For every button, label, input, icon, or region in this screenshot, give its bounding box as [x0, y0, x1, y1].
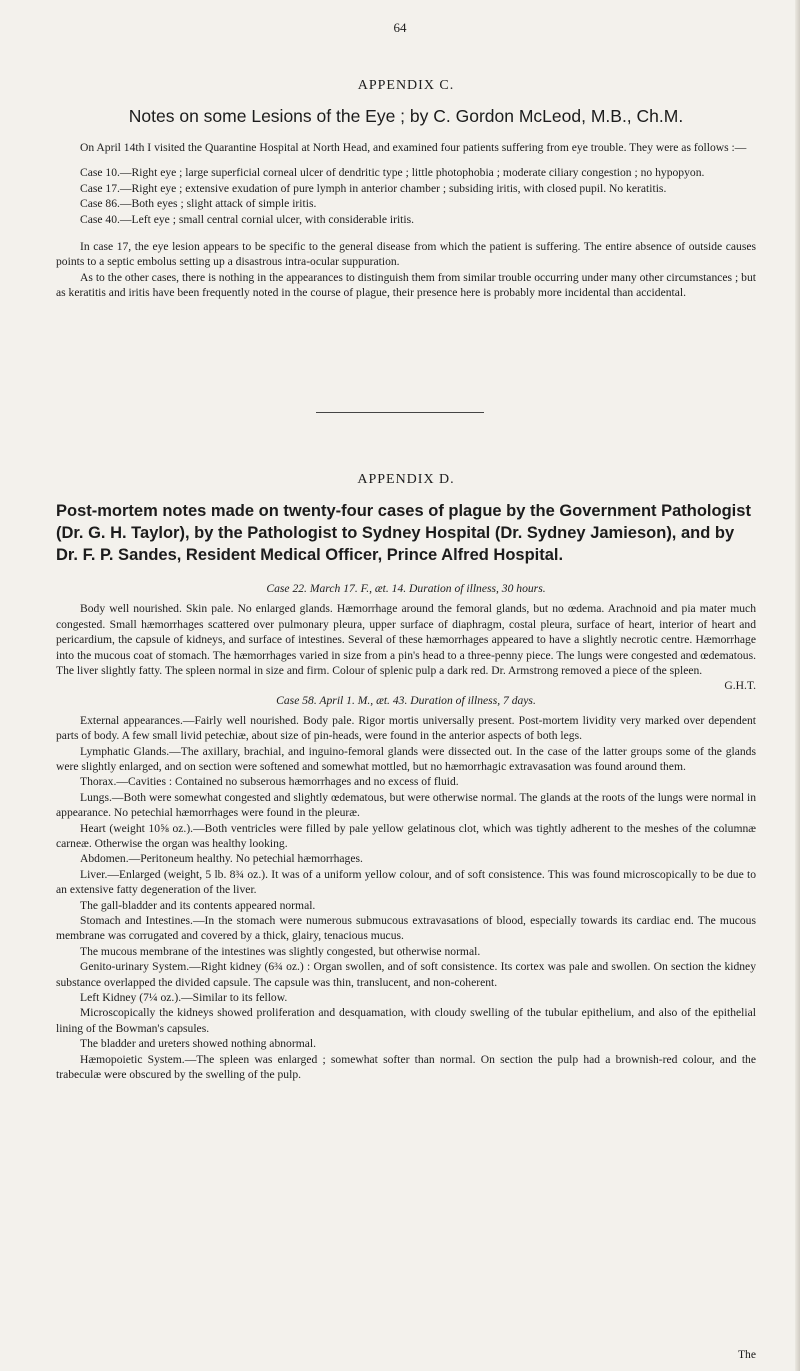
case-58-paragraph: Stomach and Intestines.—In the stomach were numerous submucous extravasations of blood, especially towards its cardiac end. The mucous membrane was corrugated and covered by a thick, glairy, tenacious mucus.	[56, 914, 756, 943]
scan-edge-shadow	[795, 0, 800, 1371]
case-22-signature: G.H.T.	[724, 679, 756, 693]
case-58-paragraph: Left Kidney (7¼ oz.).—Similar to its fellow.	[80, 991, 288, 1005]
appendix-c-intro: On April 14th I visited the Quarantine Hospital at North Head, and examined four patients suffering from eye trouble. They were as follows :—	[80, 141, 747, 154]
case-58-header: Case 58. April 1. M., æt. 43. Duration of illness, 7 days.	[276, 693, 536, 707]
eye-case-list	[80, 165, 756, 227]
case-58-paragraph: External appearances.—Fairly well nourished. Body pale. Rigor mortis universally present. Post-mortem lividity very marked over dependent parts of body. A few small livid petechiæ, about size of pin-heads, were found in the anterior aspects of both legs.	[56, 713, 756, 743]
case-58-paragraph: Lungs.—Both were somewhat congested and slightly œdematous, but were otherwise normal. The glands at the roots of the lungs were normal in appearance. No petechial hæmorrhages were found in the pleuræ.	[56, 790, 756, 820]
case-58-paragraph: Thorax.—Cavities : Contained no subserous hæmorrhages and no excess of fluid.	[80, 775, 459, 789]
case-58-paragraph: The bladder and ureters showed nothing abnormal.	[80, 1037, 316, 1051]
case-22-header: Case 22. March 17. F., æt. 14. Duration of illness, 30 hours.	[266, 582, 546, 596]
catchword: The	[737, 1348, 756, 1361]
case-58-paragraph: Microscopically the kidneys showed proliferation and desquamation, with cloudy swelling of the tubular epithelium, and also of the epithelial lining of the Bowman's capsules.	[56, 1006, 756, 1035]
appendix-c-heading: APPENDIX C.	[357, 78, 455, 93]
appendix-d-section	[56, 472, 756, 1083]
case-58-paragraph: Lymphatic Glands.—The axillary, brachial, and inguino-femoral glands were dissected out. In the case of the latter groups some of the glands were slightly enlarged, and on section were softened and somewhat mottled, but no hæmorrhagic extravasation was found around them.	[56, 744, 756, 773]
case-58-paragraph: Hæmopoietic System.—The spleen was enlarged ; somewhat softer than normal. On section the pulp had a brownish-red colour, and the trabeculæ were obscured by the swelling of the pulp.	[56, 1052, 756, 1082]
eye-case-item: Case 17.—Right eye ; extensive exudation of pure lymph in anterior chamber ; subsiding iritis, with closed pupil. No keratitis.	[80, 181, 667, 195]
appendix-c-title: Notes on some Lesions of the Eye ; by C. Gordon McLeod, M.B., Ch.M.	[128, 106, 684, 126]
appendix-d-heading: APPENDIX D.	[357, 472, 455, 487]
case-22-text: Body well nourished. Skin pale. No enlarged glands. Hæmorrhage around the femoral glands, but no œdema. Arachnoid and pia mater much congested. Small hæmorrhages scattered over pulmonary pleura, upper surface of diaphragm, costal pleura, surface of heart, interior of heart and pericardium, the capsule of kidneys, and surface of intestines. Several of these hæmorrhages appeared to have a slightly necrotic centre. Hæmorrhage into the mucous coat of stomach. The hæmorrhages varied in size from a pin's head to a three-penny piece. The lungs were congested and œdematous. The liver slightly fatty. The spleen normal in size and firm. Colour of splenic pulp a dark red. Dr. Armstrong removed a piece of the spleen.	[56, 602, 756, 677]
case-58-paragraph: Abdomen.—Peritoneum healthy. No petechial hæmorrhages.	[80, 852, 363, 866]
case-58-paragraph: The gall-bladder and its contents appeared normal.	[80, 898, 316, 912]
eye-case-item: Case 86.—Both eyes ; slight attack of simple iritis.	[80, 197, 317, 211]
eye-case-item: Case 40.—Left eye ; small central cornial ulcer, with considerable iritis.	[80, 212, 415, 226]
appendix-c-paragraph: In case 17, the eye lesion appears to be specific to the general disease from which the patient is suffering. The entire absence of outside causes points to a septic embolus setting up a disastrous intra-ocular suppuration.	[56, 240, 756, 269]
case-58-paragraph: Genito-urinary System.—Right kidney (6¾ oz.) : Organ swollen, and of soft consistence. Its cortex was pale and swollen. On section the kidney substance overlapped the divided capsule. The capsule was thin, translucent, and non-coherent.	[56, 960, 756, 989]
case-58-paragraph: The mucous membrane of the intestines was slightly congested, but otherwise normal.	[80, 944, 481, 958]
eye-case-item: Case 10.—Right eye ; large superficial corneal ulcer of dendritic type ; little photophobia ; moderate ciliary congestion ; no hypopyon.	[80, 166, 705, 180]
appendix-c-section	[56, 78, 756, 301]
case-58-paragraph: Liver.—Enlarged (weight, 5 lb. 8¾ oz.). It was of a uniform yellow colour, and of soft consistence. This was found microscopically to be due to an extensive fatty degeneration of the liver.	[56, 867, 756, 897]
appendix-c-paragraph: As to the other cases, there is nothing in the appearances to distinguish them from similar trouble occurring under many other circumstances ; but as keratitis and iritis have been frequently noted in the course of plague, their presence here is probably more incidental than accidental.	[56, 270, 756, 300]
appendix-d-title: Post-mortem notes made on twenty-four cases of plague by the Government Pathologist (Dr. G. H. Taylor), by the Pathologist to Sydney Hospital (Dr. Sydney Jamieson), and by Dr. F. P. Sandes, Resident Medical Officer, Prince Alfred Hospital.	[56, 502, 751, 565]
page-number: 64	[393, 20, 407, 35]
section-divider	[316, 412, 484, 413]
case-58-paragraph: Heart (weight 10⅝ oz.).—Both ventricles were filled by pale yellow gelatinous clot, which was tightly adherent to the meshes of the columnæ carneæ. Otherwise the organ was healthy looking.	[56, 821, 756, 851]
